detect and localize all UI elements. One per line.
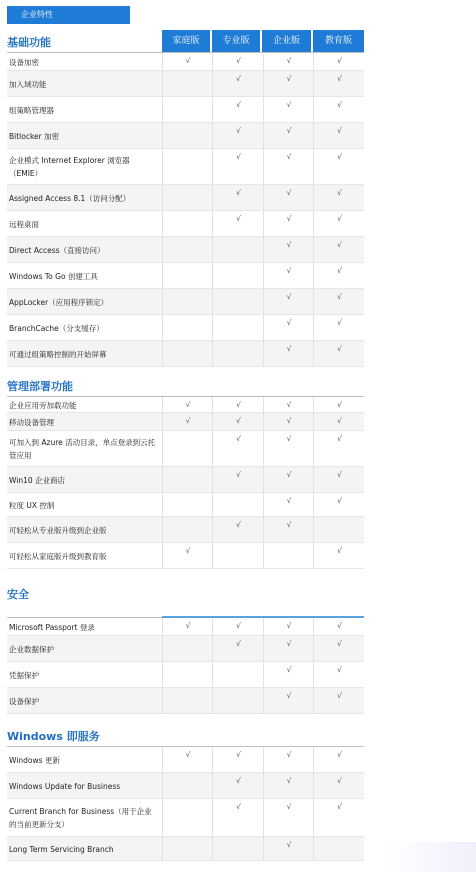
table-row bbox=[7, 636, 364, 662]
feature-label bbox=[9, 71, 159, 97]
cell-home bbox=[162, 263, 213, 289]
cell-home bbox=[162, 97, 213, 123]
check-mark-icon: √ bbox=[286, 74, 292, 83]
cell-pro bbox=[212, 123, 264, 149]
cell-enterprise bbox=[263, 543, 314, 569]
column-header-home: 家庭版 bbox=[162, 30, 210, 52]
feature-label-text: 移动设备管理 bbox=[9, 417, 54, 427]
cell-education bbox=[313, 467, 365, 493]
cell-pro bbox=[212, 543, 264, 569]
cell-pro bbox=[212, 747, 264, 773]
cell-pro bbox=[212, 431, 264, 467]
cell-education bbox=[313, 662, 365, 688]
feature-tag: 企业特性 bbox=[7, 6, 130, 24]
feature-label bbox=[9, 211, 159, 237]
cell-education bbox=[313, 71, 365, 97]
feature-label bbox=[9, 53, 159, 71]
cell-education bbox=[313, 618, 365, 636]
check-mark-icon: √ bbox=[337, 496, 342, 505]
cell-education bbox=[313, 237, 365, 263]
check-mark-icon: √ bbox=[337, 802, 342, 811]
cell-education bbox=[313, 837, 365, 861]
check-mark-icon: √ bbox=[286, 100, 292, 109]
cell-education bbox=[313, 289, 365, 315]
check-mark-icon: √ bbox=[337, 266, 342, 275]
cell-home bbox=[162, 493, 213, 517]
check-mark-icon: √ bbox=[236, 470, 241, 479]
feature-label-text: 远程桌面 bbox=[9, 219, 39, 229]
cell-home bbox=[162, 413, 213, 431]
cell-enterprise bbox=[263, 467, 314, 493]
section-title: 安全 bbox=[7, 588, 29, 601]
cell-pro bbox=[212, 397, 264, 413]
cell-enterprise bbox=[263, 636, 314, 662]
check-mark-icon: √ bbox=[286, 470, 292, 479]
feature-label-text: Bitlocker 加密 bbox=[9, 131, 60, 141]
feature-label-text: Windows 更新 bbox=[9, 755, 60, 765]
table-row bbox=[7, 837, 364, 861]
check-mark-icon: √ bbox=[286, 292, 292, 301]
cell-education bbox=[313, 97, 365, 123]
cell-enterprise bbox=[263, 618, 314, 636]
check-mark-icon: √ bbox=[286, 400, 292, 409]
cell-pro bbox=[212, 211, 264, 237]
check-mark-icon: √ bbox=[236, 434, 241, 443]
feature-label-text: 凭据保护 bbox=[9, 670, 39, 680]
cell-education bbox=[313, 211, 365, 237]
cell-enterprise bbox=[263, 211, 314, 237]
check-mark-icon: √ bbox=[337, 188, 342, 197]
feature-label bbox=[9, 263, 159, 289]
cell-enterprise bbox=[263, 237, 314, 263]
cell-enterprise bbox=[263, 263, 314, 289]
check-mark-icon: √ bbox=[337, 318, 342, 327]
feature-label-text: Assigned Access 8.1（访问分配） bbox=[9, 193, 131, 203]
column-header-enterprise: 企业版 bbox=[262, 30, 311, 52]
cell-education bbox=[313, 315, 365, 341]
cell-enterprise bbox=[263, 289, 314, 315]
check-mark-icon: √ bbox=[286, 621, 292, 630]
cell-enterprise bbox=[263, 123, 314, 149]
feature-label-text: 企业应用旁加载功能 bbox=[9, 400, 77, 410]
check-mark-icon: √ bbox=[286, 318, 292, 327]
cell-home bbox=[162, 289, 213, 315]
cell-education bbox=[313, 123, 365, 149]
cell-education bbox=[313, 747, 365, 773]
cell-education bbox=[313, 53, 365, 71]
feature-label-text: AppLocker（应用程序锁定） bbox=[9, 297, 109, 307]
feature-label-text: 可轻松从专业版升级到企业版 bbox=[9, 525, 107, 535]
check-mark-icon: √ bbox=[337, 691, 342, 700]
check-mark-icon: √ bbox=[236, 56, 241, 65]
cell-enterprise bbox=[263, 517, 314, 543]
check-mark-icon: √ bbox=[286, 214, 292, 223]
check-mark-icon: √ bbox=[286, 188, 292, 197]
table-row bbox=[7, 517, 364, 543]
cell-enterprise bbox=[263, 185, 314, 211]
cell-pro bbox=[212, 467, 264, 493]
table-row bbox=[7, 185, 364, 211]
cell-home bbox=[162, 837, 213, 861]
check-mark-icon: √ bbox=[185, 416, 191, 425]
cell-enterprise bbox=[263, 97, 314, 123]
column-header-education: 教育版 bbox=[313, 30, 364, 52]
cell-enterprise bbox=[263, 315, 314, 341]
background-glare bbox=[386, 842, 476, 872]
table-row bbox=[7, 467, 364, 493]
check-mark-icon: √ bbox=[185, 546, 191, 555]
cell-enterprise bbox=[263, 71, 314, 97]
check-mark-icon: √ bbox=[286, 344, 292, 353]
cell-pro bbox=[212, 837, 264, 861]
table-row bbox=[7, 799, 364, 837]
feature-label bbox=[9, 315, 159, 341]
table-row bbox=[7, 211, 364, 237]
feature-label bbox=[9, 185, 159, 211]
check-mark-icon: √ bbox=[286, 434, 292, 443]
cell-home bbox=[162, 123, 213, 149]
feature-label-text: Direct Access（直接访问） bbox=[9, 245, 105, 255]
check-mark-icon: √ bbox=[236, 214, 241, 223]
cell-pro bbox=[212, 517, 264, 543]
check-mark-icon: √ bbox=[337, 470, 342, 479]
check-mark-icon: √ bbox=[286, 126, 292, 135]
cell-pro bbox=[212, 263, 264, 289]
feature-label bbox=[9, 636, 159, 662]
check-mark-icon: √ bbox=[185, 750, 191, 759]
feature-label-text: Microsoft Passport 登录 bbox=[9, 622, 95, 632]
table-row bbox=[7, 493, 364, 517]
cell-education bbox=[313, 397, 365, 413]
cell-pro bbox=[212, 237, 264, 263]
cell-pro bbox=[212, 688, 264, 714]
cell-home bbox=[162, 237, 213, 263]
check-mark-icon: √ bbox=[337, 56, 342, 65]
check-mark-icon: √ bbox=[286, 665, 292, 674]
feature-label-text: 可轻松从家庭版升级到教育版 bbox=[9, 551, 107, 561]
feature-label bbox=[9, 289, 159, 315]
feature-label bbox=[9, 467, 159, 493]
feature-label bbox=[9, 837, 159, 861]
cell-enterprise bbox=[263, 341, 314, 367]
feature-label bbox=[9, 431, 159, 467]
cell-education bbox=[313, 773, 365, 799]
table-row bbox=[7, 315, 364, 341]
cell-pro bbox=[212, 149, 264, 185]
feature-label bbox=[9, 799, 159, 837]
cell-education bbox=[313, 431, 365, 467]
cell-pro bbox=[212, 636, 264, 662]
table-row bbox=[7, 773, 364, 799]
cell-education bbox=[313, 185, 365, 211]
table-row bbox=[7, 123, 364, 149]
table-row bbox=[7, 53, 364, 71]
feature-label-text: Current Branch for Business（用于企业的当前更新分支） bbox=[9, 807, 152, 829]
check-mark-icon: √ bbox=[337, 546, 342, 555]
check-mark-icon: √ bbox=[286, 691, 292, 700]
table-row bbox=[7, 149, 364, 185]
cell-pro bbox=[212, 185, 264, 211]
cell-pro bbox=[212, 71, 264, 97]
cell-education bbox=[313, 799, 365, 837]
cell-education bbox=[313, 636, 365, 662]
cell-enterprise bbox=[263, 149, 314, 185]
check-mark-icon: √ bbox=[337, 344, 342, 353]
check-mark-icon: √ bbox=[236, 416, 241, 425]
cell-pro bbox=[212, 341, 264, 367]
cell-home bbox=[162, 71, 213, 97]
cell-home bbox=[162, 688, 213, 714]
cell-pro bbox=[212, 289, 264, 315]
cell-enterprise bbox=[263, 662, 314, 688]
cell-pro bbox=[212, 53, 264, 71]
cell-education bbox=[313, 688, 365, 714]
check-mark-icon: √ bbox=[236, 152, 241, 161]
cell-home bbox=[162, 467, 213, 493]
cell-enterprise bbox=[263, 493, 314, 517]
check-mark-icon: √ bbox=[337, 100, 342, 109]
check-mark-icon: √ bbox=[236, 188, 241, 197]
check-mark-icon: √ bbox=[337, 776, 342, 785]
check-mark-icon: √ bbox=[337, 240, 342, 249]
table-row bbox=[7, 688, 364, 714]
feature-label-text: 设备加密 bbox=[9, 57, 39, 67]
cell-enterprise bbox=[263, 688, 314, 714]
cell-enterprise bbox=[263, 397, 314, 413]
row-separator bbox=[7, 568, 364, 569]
table-row bbox=[7, 543, 364, 569]
feature-label bbox=[9, 123, 159, 149]
feature-label bbox=[9, 97, 159, 123]
check-mark-icon: √ bbox=[286, 840, 292, 849]
cell-home bbox=[162, 517, 213, 543]
check-mark-icon: √ bbox=[185, 400, 191, 409]
check-mark-icon: √ bbox=[286, 750, 292, 759]
check-mark-icon: √ bbox=[236, 74, 241, 83]
check-mark-icon: √ bbox=[286, 56, 292, 65]
feature-label-text: 粒度 UX 控制 bbox=[9, 500, 55, 510]
cell-pro bbox=[212, 662, 264, 688]
section-title: 管理部署功能 bbox=[7, 380, 73, 393]
cell-pro bbox=[212, 493, 264, 517]
check-mark-icon: √ bbox=[286, 520, 292, 529]
row-separator bbox=[7, 366, 364, 367]
check-mark-icon: √ bbox=[236, 750, 241, 759]
feature-label-text: Windows Update for Business bbox=[9, 781, 121, 791]
check-mark-icon: √ bbox=[286, 496, 292, 505]
feature-label bbox=[9, 747, 159, 773]
table-row bbox=[7, 618, 364, 636]
cell-home bbox=[162, 397, 213, 413]
row-separator bbox=[7, 860, 364, 861]
feature-label-text: 组策略管理器 bbox=[9, 105, 54, 115]
table-row bbox=[7, 341, 364, 367]
check-mark-icon: √ bbox=[236, 621, 241, 630]
check-mark-icon: √ bbox=[337, 750, 342, 759]
cell-enterprise bbox=[263, 773, 314, 799]
feature-label-text: Win10 企业商店 bbox=[9, 475, 66, 485]
check-mark-icon: √ bbox=[286, 416, 292, 425]
cell-pro bbox=[212, 799, 264, 837]
table-row bbox=[7, 662, 364, 688]
section-title: Windows 即服务 bbox=[7, 730, 100, 743]
feature-label bbox=[9, 517, 159, 543]
check-mark-icon: √ bbox=[236, 639, 241, 648]
check-mark-icon: √ bbox=[337, 434, 342, 443]
check-mark-icon: √ bbox=[337, 126, 342, 135]
cell-home bbox=[162, 799, 213, 837]
check-mark-icon: √ bbox=[286, 266, 292, 275]
table-row bbox=[7, 289, 364, 315]
cell-home bbox=[162, 636, 213, 662]
feature-label-text: Windows To Go 创建工具 bbox=[9, 271, 98, 281]
feature-label bbox=[9, 413, 159, 431]
feature-label-text: 可通过组策略控制的开始屏幕 bbox=[9, 349, 107, 359]
cell-pro bbox=[212, 618, 264, 636]
feature-label bbox=[9, 618, 159, 636]
cell-education bbox=[313, 493, 365, 517]
cell-education bbox=[313, 341, 365, 367]
cell-home bbox=[162, 662, 213, 688]
feature-label-text: 企业模式 Internet Explorer 浏览器（EMIE） bbox=[9, 156, 130, 178]
check-mark-icon: √ bbox=[286, 776, 292, 785]
cell-education bbox=[313, 517, 365, 543]
check-mark-icon: √ bbox=[337, 665, 342, 674]
table-row bbox=[7, 263, 364, 289]
cell-education bbox=[313, 149, 365, 185]
cell-enterprise bbox=[263, 413, 314, 431]
check-mark-icon: √ bbox=[337, 214, 342, 223]
row-separator bbox=[7, 713, 364, 714]
check-mark-icon: √ bbox=[286, 639, 292, 648]
cell-education bbox=[313, 263, 365, 289]
check-mark-icon: √ bbox=[185, 621, 191, 630]
check-mark-icon: √ bbox=[337, 152, 342, 161]
feature-label bbox=[9, 493, 159, 517]
check-mark-icon: √ bbox=[286, 240, 292, 249]
check-mark-icon: √ bbox=[337, 621, 342, 630]
table-row bbox=[7, 97, 364, 123]
cell-education bbox=[313, 543, 365, 569]
cell-home bbox=[162, 543, 213, 569]
check-mark-icon: √ bbox=[236, 126, 241, 135]
cell-enterprise bbox=[263, 431, 314, 467]
check-mark-icon: √ bbox=[236, 100, 241, 109]
cell-home bbox=[162, 149, 213, 185]
section-title: 基础功能 bbox=[7, 36, 51, 49]
feature-label-text: 企业数据保护 bbox=[9, 644, 54, 654]
check-mark-icon: √ bbox=[337, 639, 342, 648]
feature-label bbox=[9, 149, 159, 185]
feature-label-text: BranchCache（分支缓存） bbox=[9, 323, 104, 333]
feature-label-text: 可加入到 Azure 活动目录，单点登录到云托管应用 bbox=[9, 438, 156, 460]
table-row bbox=[7, 413, 364, 431]
table-row bbox=[7, 397, 364, 413]
cell-home bbox=[162, 618, 213, 636]
feature-label bbox=[9, 237, 159, 263]
feature-label bbox=[9, 341, 159, 367]
table-row bbox=[7, 431, 364, 467]
check-mark-icon: √ bbox=[236, 520, 241, 529]
cell-pro bbox=[212, 773, 264, 799]
table-row bbox=[7, 71, 364, 97]
cell-enterprise bbox=[263, 837, 314, 861]
feature-label bbox=[9, 397, 159, 413]
table-row bbox=[7, 747, 364, 773]
table-row bbox=[7, 237, 364, 263]
cell-home bbox=[162, 773, 213, 799]
feature-label-text: 设备保护 bbox=[9, 696, 39, 706]
cell-home bbox=[162, 185, 213, 211]
cell-home bbox=[162, 747, 213, 773]
feature-label-text: Long Term Servicing Branch bbox=[9, 844, 114, 854]
check-mark-icon: √ bbox=[337, 292, 342, 301]
check-mark-icon: √ bbox=[236, 776, 241, 785]
check-mark-icon: √ bbox=[286, 802, 292, 811]
cell-pro bbox=[212, 413, 264, 431]
feature-label bbox=[9, 688, 159, 714]
cell-home bbox=[162, 341, 213, 367]
cell-home bbox=[162, 431, 213, 467]
check-mark-icon: √ bbox=[185, 56, 191, 65]
feature-label bbox=[9, 773, 159, 799]
feature-label-text: 加入域功能 bbox=[9, 79, 47, 89]
check-mark-icon: √ bbox=[337, 74, 342, 83]
cell-education bbox=[313, 413, 365, 431]
check-mark-icon: √ bbox=[236, 802, 241, 811]
cell-enterprise bbox=[263, 53, 314, 71]
check-mark-icon: √ bbox=[337, 416, 342, 425]
cell-home bbox=[162, 211, 213, 237]
check-mark-icon: √ bbox=[337, 400, 342, 409]
feature-label bbox=[9, 662, 159, 688]
cell-pro bbox=[212, 97, 264, 123]
cell-enterprise bbox=[263, 747, 314, 773]
feature-label bbox=[9, 543, 159, 569]
column-header-pro: 专业版 bbox=[212, 30, 260, 52]
cell-home bbox=[162, 53, 213, 71]
cell-enterprise bbox=[263, 799, 314, 837]
cell-home bbox=[162, 315, 213, 341]
cell-pro bbox=[212, 315, 264, 341]
check-mark-icon: √ bbox=[286, 152, 292, 161]
check-mark-icon: √ bbox=[236, 400, 241, 409]
